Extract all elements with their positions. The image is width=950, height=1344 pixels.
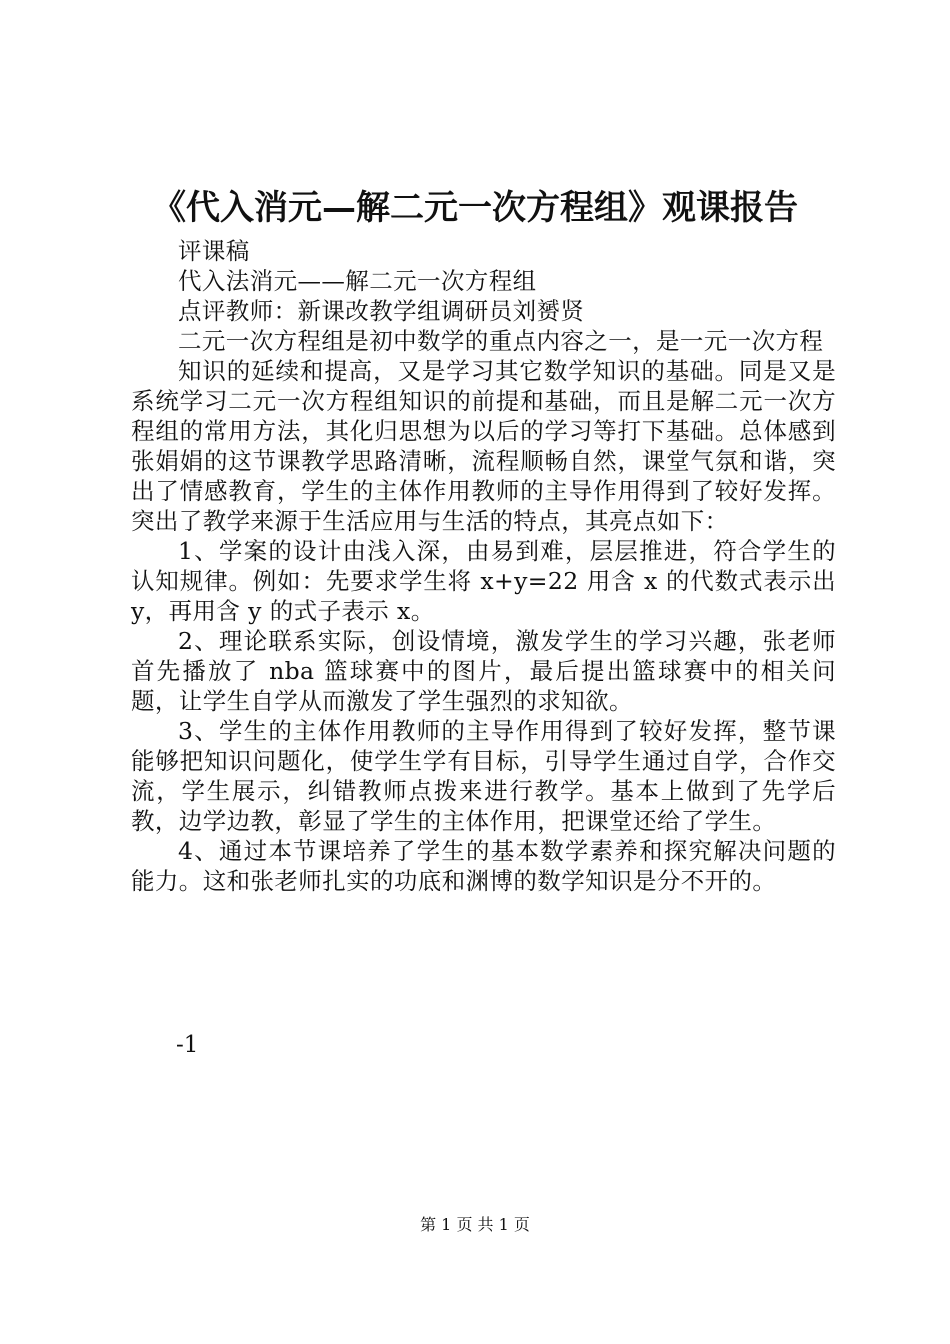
paragraph-point-4: 4、通过本节课培养了学生的基本数学素养和探究解决问题的能力。这和张老师扎实的功底和渊博的数学知识是分不开的。 bbox=[131, 837, 836, 895]
document-body bbox=[131, 236, 836, 896]
paragraph-reviewer: 点评教师：新课改教学组调研员刘赟贤 bbox=[178, 297, 585, 325]
paragraph-intro: 二元一次方程组是初中数学的重点内容之一，是一元一次方程 bbox=[178, 327, 824, 355]
document-title: 《代入消元—解二元一次方程组》观课报告 bbox=[152, 188, 798, 228]
paragraph-point-1: 1、学案的设计由浅入深，由易到难，层层推进，符合学生的认知规律。例如：先要求学生将 x+y=22 用含 x 的代数式表示出 y，再用含 y 的式子表示 x。 bbox=[131, 537, 836, 625]
paragraph-topic: 代入法消元——解二元一次方程组 bbox=[178, 267, 537, 295]
paragraph-subtitle: 评课稿 bbox=[178, 237, 250, 265]
page-marker: -1 bbox=[176, 1032, 199, 1058]
paragraph-overview: 知识的延续和提高，又是学习其它数学知识的基础。同是又是系统学习二元一次方程组知识的前提和基础，而且是解二元一次方程组的常用方法，其化归思想为以后的学习等打下基础。总体感到张娟娟的这节课教学思路清晰，流程顺畅自然，课堂气氛和谐，突出了情感教育，学生的主体作用教师的主导作用得到了较好发挥。突出了教学来源于生活应用与生活的特点，其亮点如下： bbox=[131, 357, 836, 535]
paragraph-point-2: 2、理论联系实际，创设情境，激发学生的学习兴趣，张老师首先播放了 nba 篮球赛中的图片，最后提出篮球赛中的相关问题，让学生自学从而激发了学生强烈的求知欲。 bbox=[131, 627, 836, 715]
paragraph-point-3: 3、学生的主体作用教师的主导作用得到了较好发挥，整节课能够把知识问题化，使学生学有目标，引导学生通过自学，合作交流，学生展示，纠错教师点拨来进行教学。基本上做到了先学后教，边学边教，彰显了学生的主体作用，把课堂还给了学生。 bbox=[131, 717, 836, 835]
page-footer: 第 1 页 共 1 页 bbox=[420, 1215, 530, 1234]
